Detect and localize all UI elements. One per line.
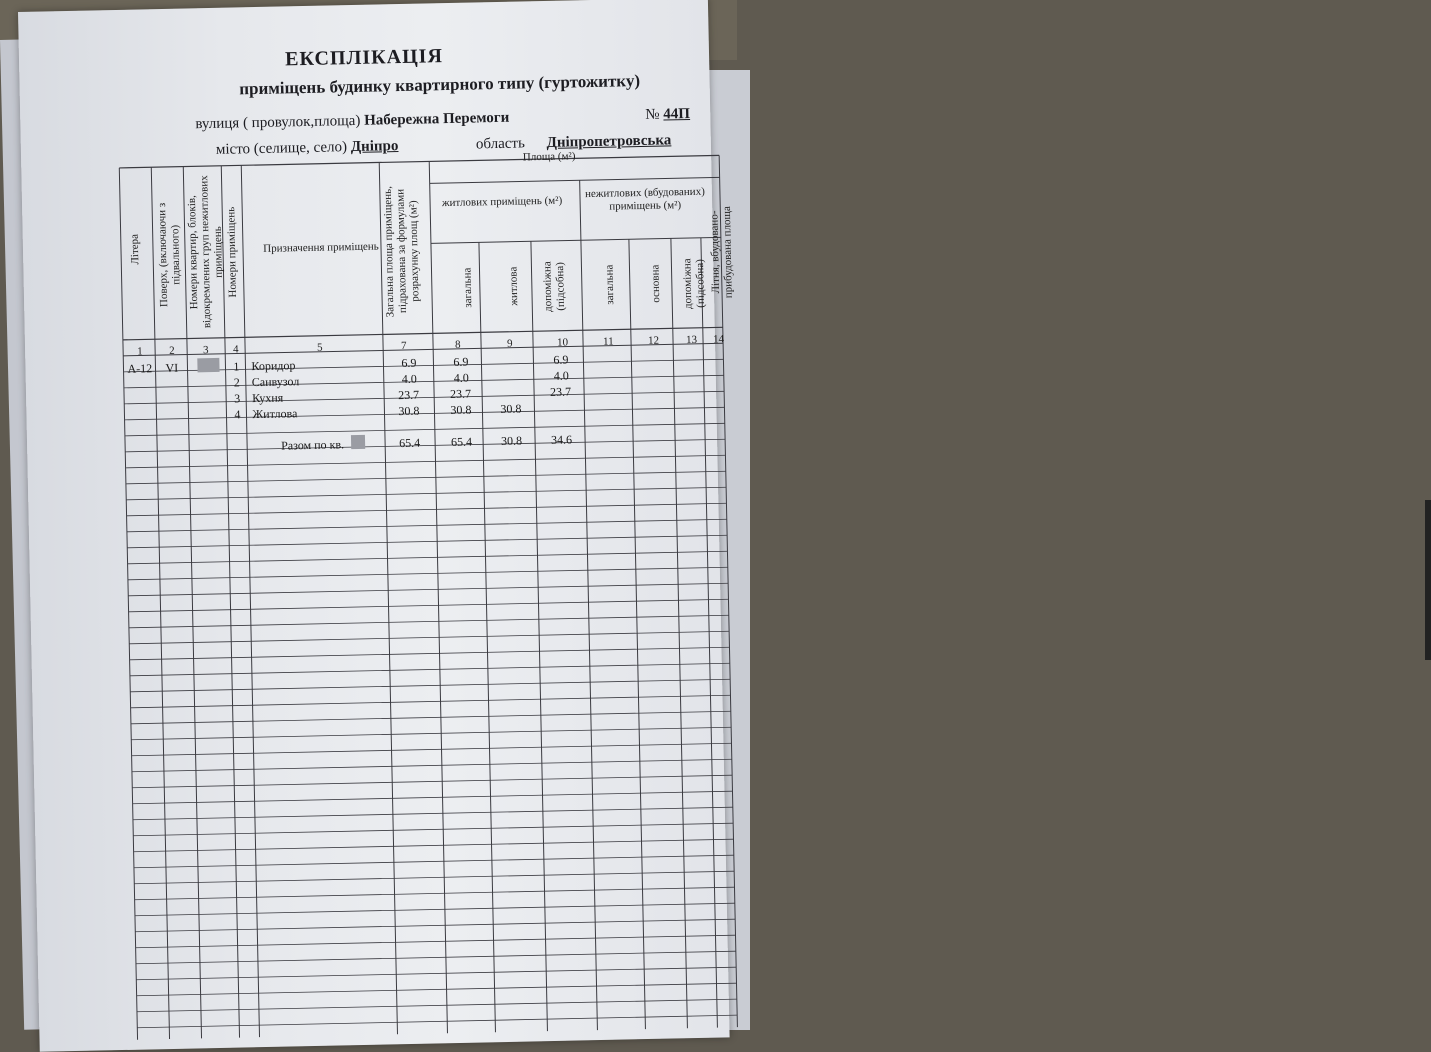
header-nonliving-group: нежитлових (вбудованих) приміщень (м²) <box>584 185 705 213</box>
col-number-10: 10 <box>556 336 569 349</box>
col-number-8: 8 <box>454 338 461 351</box>
row4-living-total: 30.8 <box>450 402 472 418</box>
region-value: Дніпропетровська <box>546 132 672 151</box>
row1-purpose: Коридор <box>251 358 296 374</box>
col-number-2: 2 <box>169 344 175 357</box>
header-nonliving-main: основна <box>649 264 663 303</box>
row3-living-total: 23.7 <box>449 386 472 402</box>
document-page <box>18 0 735 1052</box>
row2-living-total: 4.0 <box>453 370 469 385</box>
col-number-14: 14 <box>712 333 725 346</box>
document-subtitle: приміщень будинку квартирного типу (гуртожитку) <box>239 70 641 99</box>
row2-room: 2 <box>233 375 240 390</box>
doc-number <box>645 106 690 124</box>
street-line <box>195 110 509 134</box>
row1-living-total: 6.9 <box>453 354 469 369</box>
col-number-13: 13 <box>685 333 698 347</box>
col-number-11: 11 <box>602 335 614 348</box>
row2-total: 4.0 <box>401 371 417 387</box>
row1-aux: 6.9 <box>553 352 569 367</box>
header-area-group: Площа (м²) <box>522 150 576 164</box>
header-nonliving-aux: допоміжна (підсобна) <box>681 258 707 310</box>
summary-label: Разом по кв. <box>280 437 345 453</box>
summary-living-total: 65.4 <box>450 434 473 450</box>
doc-number-value: 44П <box>663 105 691 123</box>
row3-aux: 23.7 <box>549 384 572 399</box>
document-title: ЕКСПЛІКАЦІЯ <box>284 45 444 71</box>
col-number-5: 5 <box>316 341 323 354</box>
row4-room: 4 <box>234 407 241 422</box>
header-living-total: загальна <box>461 267 475 308</box>
row4-purpose: Житлова <box>252 406 298 422</box>
header-litera: Літера <box>128 234 142 266</box>
redacted-summary-number <box>351 435 365 449</box>
street-value: Набережна Перемоги <box>363 109 510 129</box>
row4-living: 30.8 <box>500 401 522 416</box>
row3-total: 23.7 <box>397 387 420 403</box>
col-number-7: 7 <box>400 339 407 353</box>
header-living-main: житлова <box>507 267 521 307</box>
row4-total: 30.8 <box>398 403 420 419</box>
row1-total: 6.9 <box>401 355 417 371</box>
adjacent-page-text <box>1425 500 1431 660</box>
row1-litera: А-12 <box>127 361 153 376</box>
col-number-12: 12 <box>647 334 660 347</box>
row3-purpose: Кухня <box>251 390 284 406</box>
redacted-apartment-number <box>197 358 219 372</box>
row2-aux: 4.0 <box>553 368 569 383</box>
row1-floor: VI <box>165 360 179 375</box>
col-number-4: 4 <box>232 343 239 356</box>
region-label: область <box>475 135 525 153</box>
row3-room: 3 <box>233 391 241 406</box>
city-value: Дніпро <box>350 138 399 156</box>
header-room-number: Номери приміщень <box>225 207 240 299</box>
header-nonliving-total: загальна <box>603 264 617 305</box>
header-living-group: житлових приміщень (м²) <box>441 194 563 210</box>
summary-total: 65.4 <box>398 435 421 451</box>
summary-living: 30.8 <box>500 433 523 448</box>
col-number-1: 1 <box>137 345 143 358</box>
col-number-3: 3 <box>202 344 209 357</box>
header-living-aux: допоміжна (підсобна) <box>541 261 568 313</box>
row2-purpose: Санвузол <box>251 374 300 390</box>
street-label: вулиця ( провулок,площа) <box>195 112 361 133</box>
row1-room: 1 <box>233 359 240 374</box>
summary-aux: 34.6 <box>550 432 573 447</box>
col-number-9: 9 <box>506 337 513 350</box>
header-total-area: Загальна площа приміщень, підрахована за формулами розрахунку площ (м²) <box>381 185 422 317</box>
header-floor: Поверх, (включаючи з підвального) <box>156 202 183 308</box>
header-extra-column: Літня, вбудовано-прибудована площа <box>708 206 735 299</box>
header-apartment-number: Номери квартир, блоків, відокремлених груп нежитлових приміщень <box>185 175 225 329</box>
city-label: місто (селище, село) <box>215 139 348 158</box>
header-purpose: Призначення приміщень <box>263 240 379 255</box>
doc-number-label: № <box>645 106 660 123</box>
